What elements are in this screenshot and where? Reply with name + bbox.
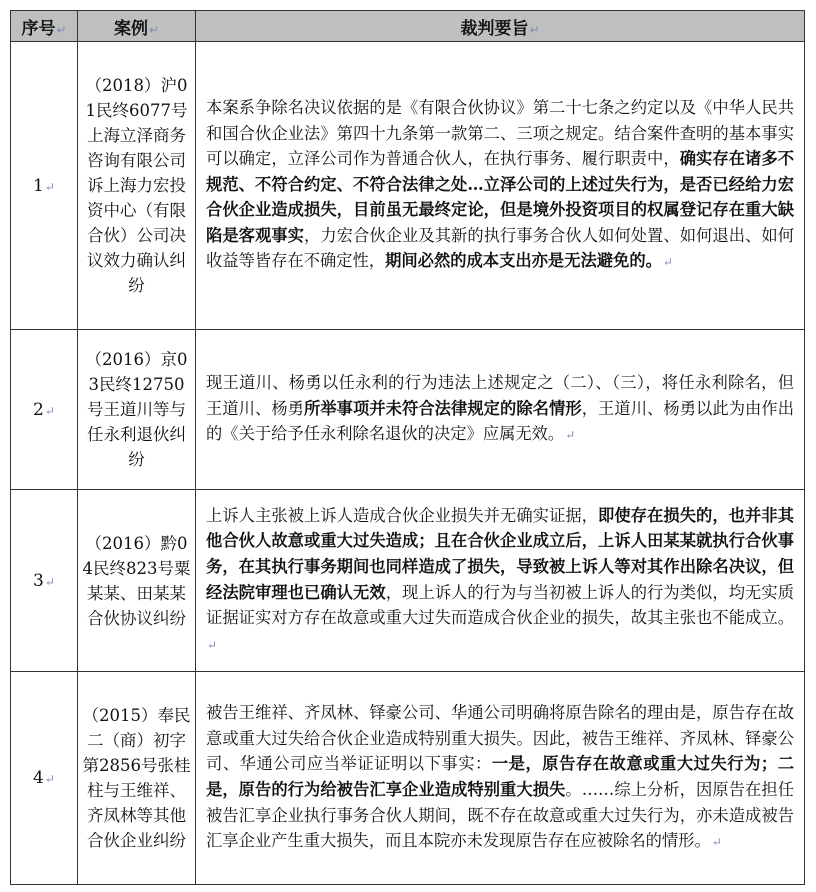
judgment-gist: [196, 672, 805, 885]
gist-bold-text: 一是，原告存在故意或重大过失行为；二是，原告的行为给被告汇享企业造成特别重大损失: [206, 754, 794, 799]
header-gist: [196, 11, 805, 42]
row-number: [11, 672, 78, 885]
gist-text: 被告王维祥、齐凤林、铎豪公司、华通公司明确将原告除名的理由是，原告存在故意或重大过失给合伙企业造成特别重大损失。因此，被告王维祥、齐凤林、铎豪公司、华通公司应当举证证明以下事实：: [206, 703, 794, 774]
case-name: （2016）黔04民终823号粟某某、田某某合伙协议纠纷: [78, 490, 196, 672]
paragraph-mark-icon: ↵: [44, 772, 55, 786]
paragraph-mark-icon: ↵: [207, 637, 218, 652]
paragraph-mark-icon: ↵: [529, 22, 540, 37]
gist-bold-text: 所举事项并未符合法律规定的除名情形: [304, 398, 582, 418]
header-case: [78, 11, 196, 42]
table-header: [11, 11, 805, 42]
gist-text: 。……综上分析，因原告在担任被告汇享企业执行事务合伙人期间，既不存在故意或重大过失行为，亦未造成被告汇享企业产生重大损失，而且本院亦未发现原告存在应被除名的情形。: [206, 780, 794, 851]
case-name: （2016）京03民终12750号王道川等与任永利退伙纠纷: [78, 330, 196, 490]
table-row: [11, 330, 805, 490]
row-number-text: 1: [33, 175, 44, 196]
paragraph-mark-icon: ↵: [148, 22, 160, 37]
gist-bold-text: 即使存在损失的，也并非其他合伙人故意或重大过失造成；且在合伙企业成立后，上诉人田某某就执行合伙事务，在其执行事务期间也同样造成了损失，导致被上诉人等对其作出除名决议，但经法院审理也已确认无效: [206, 505, 794, 602]
header-gist-label: 裁判要旨: [460, 18, 529, 39]
row-number: [11, 490, 78, 672]
row-number-text: 4: [33, 768, 44, 788]
header-no-label: 序号: [21, 18, 56, 39]
gist-text: 上诉人主张被上诉人造成合伙企业损失并无确实证据，: [206, 505, 599, 525]
gist-bold-text: 确实存在诸多不规范、不符合约定、不符合法律之处…立泽公司的上述过失行为，是否已经给力宏合伙企业造成损失，目前虽无最终定论，但是境外投资项目的权属登记存在重大缺陷是客观事实: [206, 149, 794, 245]
judgment-gist: [196, 490, 805, 672]
row-number-text: 3: [33, 570, 44, 591]
gist-bold-text: 期间必然的成本支出亦是无法避免的。: [385, 251, 662, 271]
paragraph-mark-icon: ↵: [662, 255, 673, 270]
paragraph-mark-icon: ↵: [565, 428, 576, 443]
case-name: （2015）奉民二（商）初字第2856号张桂柱与王维祥、齐凤林等其他合伙企业纠纷: [78, 672, 196, 885]
gist-text: ，现上诉人的行为与当初被上诉人的行为类似，均无实质证据证实对方存在故意或重大过失而造成合伙企业的损失，故其主张也不能成立。: [206, 582, 794, 628]
paragraph-mark-icon: ↵: [56, 22, 67, 37]
gist-text: ，王道川、杨勇以此为由作出的《关于给予任永利除名退伙的决定》应属无效。: [206, 398, 794, 444]
row-number: [11, 42, 78, 330]
gist-text: 本案系争除名决议依据的是《有限合伙协议》第二十七条之约定以及《中华人民共和国合伙企业法》第四十九条第一款第二、三项之规定。结合案件查明的基本事实可以确定，立泽公司作为普通合伙人，在执行事务、履行职责中，: [206, 97, 794, 169]
judgment-gist: [196, 42, 805, 330]
paragraph-mark-icon: ↵: [44, 403, 55, 418]
case-name: （2018）沪01民终6077号上海立泽商务咨询有限公司诉上海力宏投资中心（有限合伙）公司决议效力确认纠纷: [78, 42, 196, 330]
paragraph-mark-icon: ↵: [711, 835, 722, 850]
judgment-gist: [196, 330, 805, 490]
header-case-label: 案例: [113, 18, 148, 39]
paragraph-mark-icon: ↵: [44, 179, 55, 194]
gist-text: ，力宏合伙企业及其新的执行事务合伙人如何处置、如何退出、如何收益等皆存在不确定性，: [206, 225, 794, 271]
row-number: [11, 330, 78, 490]
table-row: [11, 490, 805, 672]
row-number-text: 2: [33, 399, 44, 420]
table-row: [11, 42, 805, 330]
header-no: [11, 11, 78, 42]
paragraph-mark-icon: ↵: [44, 574, 55, 589]
gist-text: 现王道川、杨勇以任永利的行为违法上述规定之（二）、（三），将任永利除名，但王道川、杨勇: [206, 373, 794, 418]
table-row: [11, 672, 805, 885]
cases-table: [10, 10, 805, 885]
